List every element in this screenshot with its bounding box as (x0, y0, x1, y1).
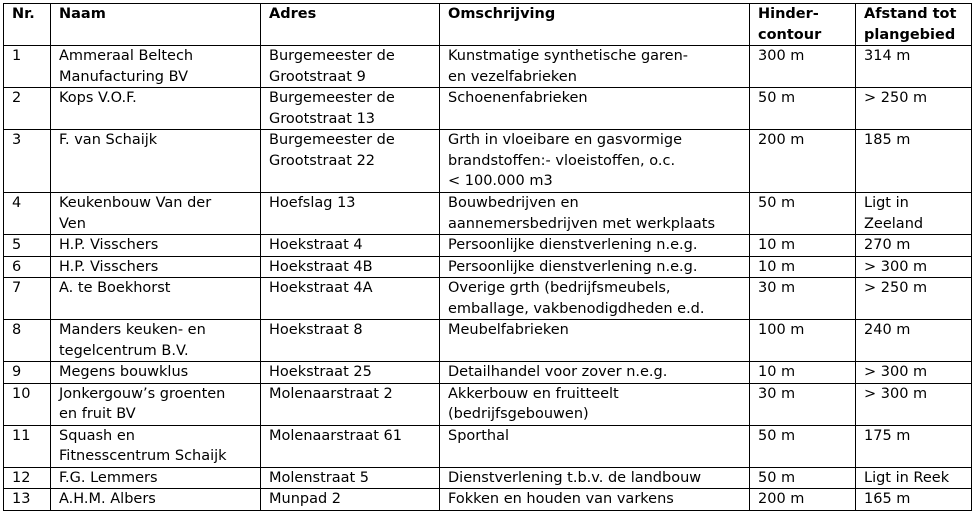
cell-adres: Hoekstraat 4B (261, 256, 440, 278)
cell-afstand: > 250 m (856, 278, 972, 320)
cell-omschrijving: Meubelfabrieken (440, 320, 750, 362)
companies-table (3, 3, 972, 511)
cell-omschrijving: Fokken en houden van varkens (440, 489, 750, 511)
cell-hindercontour: 100 m (750, 320, 856, 362)
cell-adres: Molenaarstraat 2 (261, 383, 440, 425)
cell-naam: Jonkergouw’s groenten en fruit BV (51, 383, 261, 425)
cell-omschrijving: Persoonlijke dienstverlening n.e.g. (440, 256, 750, 278)
cell-afstand: Ligt in Reek (856, 467, 972, 489)
cell-omschrijving: Schoenenfabrieken (440, 88, 750, 130)
cell-hindercontour: 300 m (750, 46, 856, 88)
cell-hindercontour: 10 m (750, 235, 856, 257)
cell-adres: Hoekstraat 25 (261, 362, 440, 384)
cell-naam: A. te Boekhorst (51, 278, 261, 320)
cell-adres: Hoefslag 13 (261, 193, 440, 235)
cell-afstand: 314 m (856, 46, 972, 88)
table-row (4, 193, 972, 235)
cell-nr: 7 (4, 278, 51, 320)
cell-naam: H.P. Visschers (51, 256, 261, 278)
cell-adres: Hoekstraat 8 (261, 320, 440, 362)
cell-omschrijving: Sporthal (440, 425, 750, 467)
cell-naam: Kops V.O.F. (51, 88, 261, 130)
cell-naam: Manders keuken- en tegelcentrum B.V. (51, 320, 261, 362)
cell-adres: Hoekstraat 4 (261, 235, 440, 257)
cell-adres: Burgemeester de Grootstraat 9 (261, 46, 440, 88)
table-row (4, 362, 972, 384)
cell-afstand: > 300 m (856, 362, 972, 384)
cell-nr: 12 (4, 467, 51, 489)
cell-afstand: 185 m (856, 130, 972, 193)
cell-adres: Burgemeester de Grootstraat 13 (261, 88, 440, 130)
cell-nr: 4 (4, 193, 51, 235)
table-row (4, 235, 972, 257)
table-row (4, 320, 972, 362)
cell-naam: Megens bouwklus (51, 362, 261, 384)
cell-nr: 8 (4, 320, 51, 362)
cell-omschrijving: Overige grth (bedrijfsmeubels, emballage, vakbenodigdheden e.d. (440, 278, 750, 320)
cell-omschrijving: Detailhandel voor zover n.e.g. (440, 362, 750, 384)
cell-hindercontour: 200 m (750, 130, 856, 193)
cell-hindercontour: 30 m (750, 383, 856, 425)
cell-hindercontour: 50 m (750, 88, 856, 130)
cell-afstand: > 300 m (856, 383, 972, 425)
table-row (4, 278, 972, 320)
cell-hindercontour: 50 m (750, 467, 856, 489)
header-nr: Nr. (4, 4, 51, 46)
table-row (4, 425, 972, 467)
cell-hindercontour: 200 m (750, 489, 856, 511)
cell-afstand: 165 m (856, 489, 972, 511)
header-hindercontour: Hinder- contour (750, 4, 856, 46)
cell-naam: F. van Schaijk (51, 130, 261, 193)
table-row (4, 467, 972, 489)
table-row (4, 489, 972, 511)
cell-nr: 10 (4, 383, 51, 425)
cell-naam: H.P. Visschers (51, 235, 261, 257)
cell-adres: Munpad 2 (261, 489, 440, 511)
cell-naam: A.H.M. Albers (51, 489, 261, 511)
cell-omschrijving: Akkerbouw en fruitteelt (bedrijfsgebouwen) (440, 383, 750, 425)
cell-afstand: > 250 m (856, 88, 972, 130)
cell-adres: Molenaarstraat 61 (261, 425, 440, 467)
cell-adres: Burgemeester de Grootstraat 22 (261, 130, 440, 193)
cell-omschrijving: Kunstmatige synthetische garen- en vezelfabrieken (440, 46, 750, 88)
cell-naam: Ammeraal Beltech Manufacturing BV (51, 46, 261, 88)
cell-nr: 1 (4, 46, 51, 88)
cell-nr: 11 (4, 425, 51, 467)
cell-omschrijving: Dienstverlening t.b.v. de landbouw (440, 467, 750, 489)
cell-hindercontour: 10 m (750, 362, 856, 384)
cell-afstand: 240 m (856, 320, 972, 362)
cell-nr: 13 (4, 489, 51, 511)
cell-omschrijving: Grth in vloeibare en gasvormige brandstoffen:- vloeistoffen, o.c. < 100.000 m3 (440, 130, 750, 193)
header-adres: Adres (261, 4, 440, 46)
table-row (4, 46, 972, 88)
table-header-row (4, 4, 972, 46)
cell-adres: Molenstraat 5 (261, 467, 440, 489)
cell-nr: 6 (4, 256, 51, 278)
cell-nr: 5 (4, 235, 51, 257)
cell-omschrijving: Persoonlijke dienstverlening n.e.g. (440, 235, 750, 257)
cell-hindercontour: 50 m (750, 425, 856, 467)
header-naam: Naam (51, 4, 261, 46)
header-omschrijving: Omschrijving (440, 4, 750, 46)
cell-nr: 3 (4, 130, 51, 193)
table-row (4, 256, 972, 278)
cell-afstand: > 300 m (856, 256, 972, 278)
cell-hindercontour: 10 m (750, 256, 856, 278)
cell-afstand: Ligt in Zeeland (856, 193, 972, 235)
cell-hindercontour: 50 m (750, 193, 856, 235)
cell-afstand: 175 m (856, 425, 972, 467)
cell-hindercontour: 30 m (750, 278, 856, 320)
cell-afstand: 270 m (856, 235, 972, 257)
cell-nr: 9 (4, 362, 51, 384)
cell-naam: Keukenbouw Van der Ven (51, 193, 261, 235)
table-row (4, 130, 972, 193)
cell-naam: F.G. Lemmers (51, 467, 261, 489)
table-row (4, 88, 972, 130)
cell-omschrijving: Bouwbedrijven en aannemersbedrijven met werkplaats (440, 193, 750, 235)
cell-nr: 2 (4, 88, 51, 130)
table-row (4, 383, 972, 425)
cell-naam: Squash en Fitnesscentrum Schaijk (51, 425, 261, 467)
header-afstand: Afstand tot plangebied (856, 4, 972, 46)
cell-adres: Hoekstraat 4A (261, 278, 440, 320)
